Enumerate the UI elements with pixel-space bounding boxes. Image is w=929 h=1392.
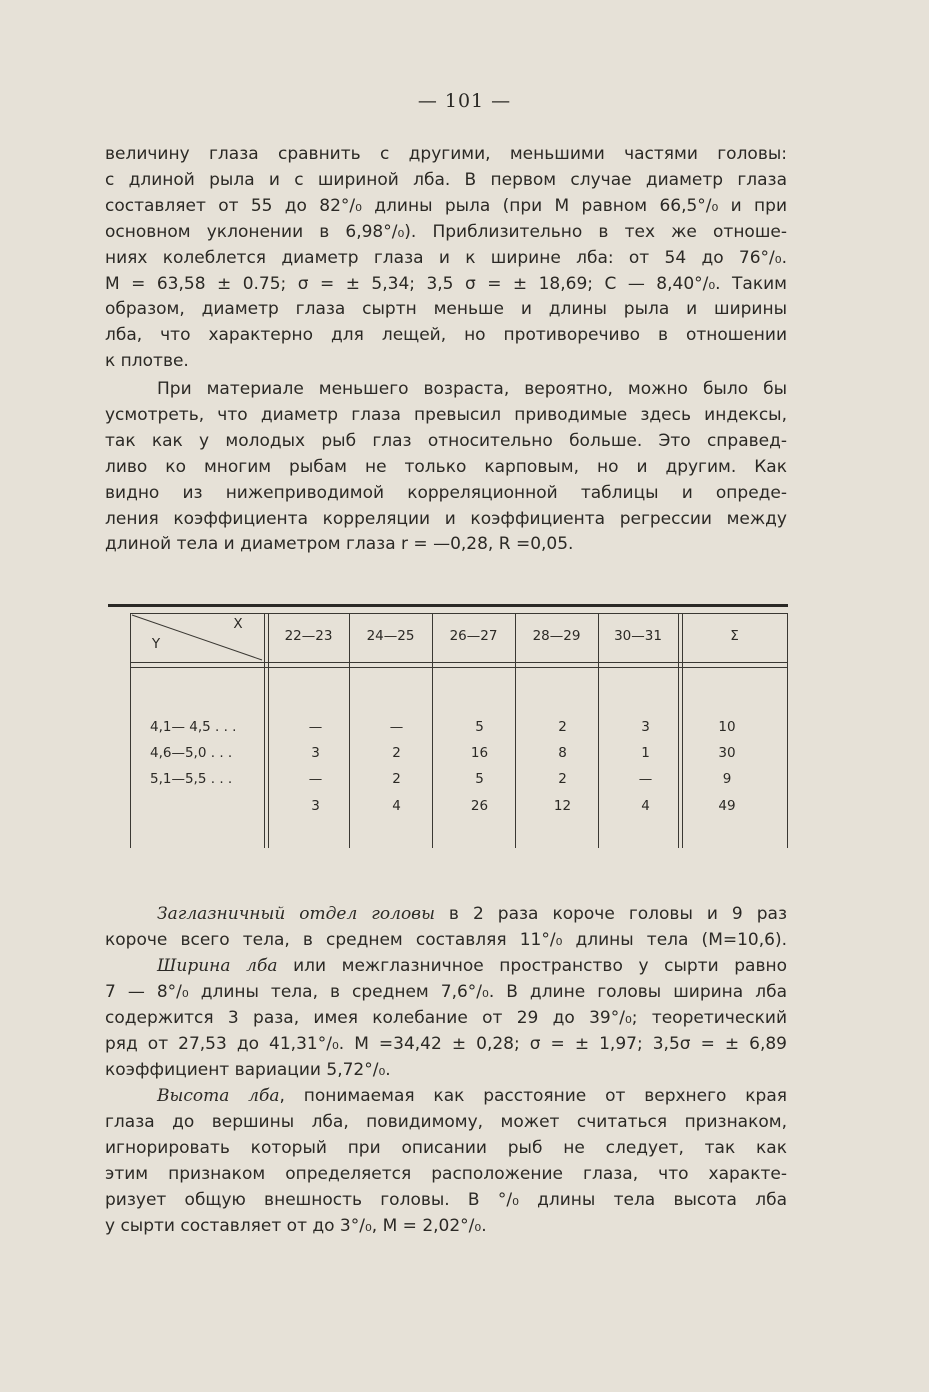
table-header-rule [130, 662, 788, 663]
text-line: так как у молодых рыб глаз относительно больше. Это справед- [105, 430, 787, 451]
paragraph-1 [105, 142, 787, 375]
table-cell: 5 [475, 771, 484, 787]
text-line: или межглазничное пространство у сырти равно [277, 956, 787, 976]
text-line: глаза до вершины лба, повидимому, может считаться признаком, [105, 1111, 787, 1132]
column-header: Σ [730, 628, 739, 644]
text-line: ливо ко многим рыбам не только карповым, но и другим. Как [105, 456, 787, 477]
text-line: в 2 раза короче головы и 9 раз [434, 904, 787, 924]
text-line: ления коэффициента корреляции и коэффициента регрессии между [105, 508, 787, 529]
table-cell: 30 [718, 745, 736, 761]
italic-term: Заглазничный отдел головы [157, 904, 435, 924]
table-cell: 9 [722, 771, 732, 787]
column-header: 26—27 [449, 628, 498, 644]
table-cell: 2 [392, 745, 401, 761]
row-label: 5,1—5,5 . . . [150, 771, 233, 787]
paragraph-5 [105, 1084, 787, 1239]
text-line: усмотреть, что диаметр глаза превысил приводимые здесь индексы, [105, 404, 787, 425]
text-line: 7 — 8°/₀ длины тела, в среднем 7,6°/₀. В длине головы ширина лба [105, 981, 787, 1002]
text-line: величину глаза сравнить с другими, меньшими частями головы: [105, 144, 787, 164]
text-line: содержится 3 раза, имея колебание от 29 до 39°/₀; теоретический [105, 1007, 787, 1028]
table-header-rule [130, 667, 788, 668]
text-line: основном уклонении в 6,98°/₀). Приблизительно в тех же отноше- [105, 221, 787, 242]
text-line: у сырти составляет от до 3°/₀, М = 2,02°/₀. [105, 1215, 487, 1236]
text-line: коэффициент вариации 5,72°/₀. [105, 1059, 391, 1080]
corner-x-label: X [233, 616, 243, 632]
text-line: образом, диаметр глаза сыртн меньше и длины рыла и ширины [105, 299, 787, 320]
italic-term: Ширина лба [157, 956, 278, 976]
column-header: 24—25 [366, 628, 415, 644]
text-line: ниях колеблется диаметр глаза и к ширине лба: от 54 до 76°/₀. [105, 247, 787, 268]
table-total-cell: 12 [553, 798, 572, 814]
text-line: к плотве. [105, 351, 189, 372]
table-cell: 1 [641, 745, 650, 761]
row-label: 4,1— 4,5 . . . [150, 719, 237, 735]
table-total-cell: 26 [470, 798, 489, 814]
table-cell: 5 [475, 719, 484, 735]
table-cell: — [308, 771, 323, 787]
italic-term: Высота лба [157, 1086, 280, 1106]
table-cell: 3 [311, 745, 320, 761]
table-cell: — [638, 771, 653, 787]
table-cell: 16 [470, 745, 489, 761]
text-line: лба, что характерно для лещей, но противоречиво в отношении [105, 325, 787, 346]
table-total-cell: 4 [641, 798, 650, 814]
table-cell: 2 [558, 719, 567, 735]
column-header: 30—31 [614, 628, 662, 644]
table-total-cell: 49 [718, 798, 736, 814]
table-total-cell: 4 [392, 798, 401, 814]
text-line: ризует общую внешность головы. В °/₀ длины тела высота лба [105, 1189, 787, 1210]
table-cell: 8 [558, 745, 567, 761]
table-cell: 10 [718, 719, 736, 735]
text-line: с длиной рыла и с шириной лба. В первом случае диаметр глаза [105, 169, 787, 190]
table-total-cell: 3 [311, 798, 320, 814]
row-label: 4,6—5,0 . . . [150, 745, 233, 761]
table-vline [787, 613, 788, 848]
table-cell: 2 [558, 771, 567, 787]
paragraph-3 [105, 902, 787, 954]
text-line: игнорировать который при описании рыб не следует, так как [105, 1137, 787, 1158]
corner-y-label: Y [151, 636, 161, 652]
text-line: короче всего тела, в среднем составляя 11°/₀ длины тела (М=10,6). [105, 929, 787, 950]
text-line: , понимаемая как расстояние от верхнего края [279, 1086, 787, 1106]
text-line: При материале меньшего возраста, вероятно, можно было бы [157, 379, 787, 399]
paragraph-2 [105, 377, 787, 558]
table-cell: 2 [392, 771, 401, 787]
column-header: 28—29 [532, 628, 581, 644]
text-line: ряд от 27,53 до 41,31°/₀. М =34,42 ± 0,28; σ = ± 1,97; 3,5σ = ± 6,89 [105, 1033, 787, 1054]
table-cell: — [389, 719, 404, 735]
paragraph-4 [105, 954, 787, 1084]
text-line: видно из нижеприводимой корреляционной таблицы и опреде- [105, 482, 787, 503]
table-top-rule [108, 604, 788, 607]
text-line: этим признаком определяется расположение глаза, что характе- [105, 1163, 787, 1184]
text-line: М = 63,58 ± 0.75; σ = ± 5,34; 3,5 σ = ± 18,69; С — 8,40°/₀. Таким [105, 273, 787, 294]
text-line: длиной тела и диаметром глаза r = —0,28, R =0,05. [105, 534, 574, 555]
column-header: 22—23 [284, 628, 333, 644]
table-vline [264, 613, 265, 848]
table-cell: — [308, 719, 323, 735]
table-cell: 3 [641, 719, 650, 735]
text-line: составляет от 55 до 82°/₀ длины рыла (при М равном 66,5°/₀ и при [105, 195, 787, 216]
page-number: — 101 — [417, 90, 512, 112]
